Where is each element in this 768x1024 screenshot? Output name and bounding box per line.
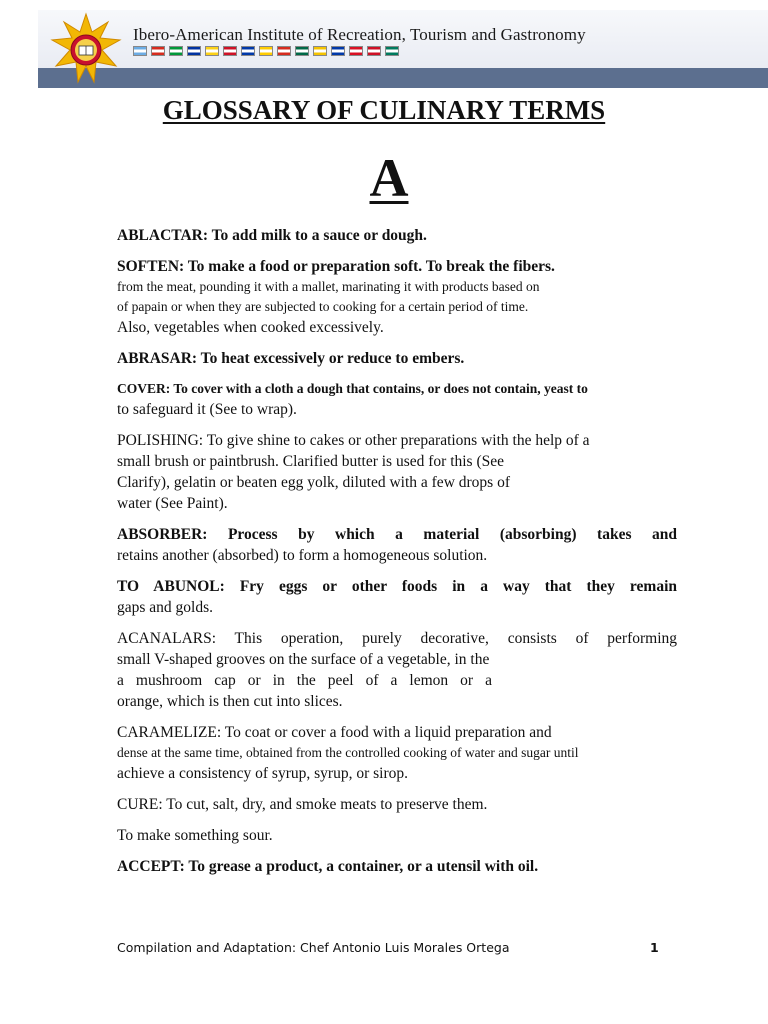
entry-line: ABSORBER: Process by which a material (absorbing) takes and (117, 526, 677, 543)
glossary-entry (117, 794, 677, 815)
institute-logo-icon (50, 12, 122, 88)
flag-icon (133, 46, 147, 56)
entry-line: water (See Paint). (117, 495, 228, 512)
entry-line: achieve a consistency of syrup, syrup, or sirop. (117, 765, 408, 782)
section-letter: A (369, 148, 409, 208)
entry-line: To make something sour. (117, 827, 273, 844)
entry-line: Clarify), gelatin or beaten egg yolk, diluted with a few drops of (117, 474, 510, 491)
entry-line: small brush or paintbrush. Clarified butter is used for this (See (117, 453, 505, 470)
entry-line: SOFTEN: To make a food or preparation soft. To break the fibers. (117, 258, 555, 275)
glossary-entry (117, 524, 677, 566)
flag-row (133, 46, 399, 56)
entry-line: ABRASAR: To heat excessively or reduce to embers. (117, 350, 465, 367)
header-accent-bar (38, 68, 768, 88)
entry-line: POLISHING: To give shine to cakes or other preparations with the help of a (117, 432, 590, 449)
entry-line: ABLACTAR: To add milk to a sauce or dough. (117, 227, 427, 244)
glossary-entry (117, 379, 677, 420)
flag-icon (205, 46, 219, 56)
entry-line: Also, vegetables when cooked excessively. (117, 319, 384, 336)
entry-line: retains another (absorbed) to form a homogeneous solution. (117, 547, 488, 564)
flag-icon (241, 46, 255, 56)
entry-line: ACCEPT: To grease a product, a container, or a utensil with oil. (117, 858, 539, 875)
page-number: 1 (650, 940, 659, 955)
entry-line: CURE: To cut, salt, dry, and smoke meats to preserve them. (117, 796, 488, 813)
institute-name: Ibero-American Institute of Recreation, Tourism and Gastronomy (133, 25, 586, 44)
entry-line: of papain or when they are subjected to cooking for a certain period of time. (117, 299, 529, 314)
page-title: GLOSSARY OF CULINARY TERMS (162, 95, 606, 125)
flag-icon (367, 46, 381, 56)
flag-icon (277, 46, 291, 56)
glossary-entry (117, 722, 677, 784)
entry-line: COVER: To cover with a cloth a dough that contains, or does not contain, yeast to (117, 381, 588, 396)
entry-line: small V-shaped grooves on the surface of a vegetable, in the (117, 651, 490, 668)
document-header (38, 10, 768, 88)
footer-credit: Compilation and Adaptation: Chef Antonio Luis Morales Ortega (117, 940, 510, 955)
flag-icon (259, 46, 273, 56)
glossary-entry (117, 856, 677, 877)
glossary-entries (117, 225, 677, 887)
glossary-entry (117, 225, 677, 246)
entry-line: gaps and golds. (117, 599, 214, 616)
flag-icon (223, 46, 237, 56)
flag-icon (385, 46, 399, 56)
flag-icon (187, 46, 201, 56)
glossary-entry (117, 576, 677, 618)
glossary-entry (117, 628, 677, 712)
entry-line: ACANALARS: This operation, purely decorative, consists of performing (117, 630, 677, 647)
glossary-entry (117, 256, 677, 338)
entry-line: CARAMELIZE: To coat or cover a food with a liquid preparation and (117, 724, 552, 741)
entry-line: orange, which is then cut into slices. (117, 693, 343, 710)
glossary-entry (117, 825, 677, 846)
flag-icon (313, 46, 327, 56)
glossary-entry (117, 348, 677, 369)
entry-line: to safeguard it (See to wrap). (117, 401, 297, 418)
entry-line: a mushroom cap or in the peel of a lemon or a (117, 672, 492, 689)
entry-line: from the meat, pounding it with a mallet, marinating it with products based on (117, 279, 540, 294)
entry-line: TO ABUNOL: Fry eggs or other foods in a way that they remain (117, 578, 677, 595)
flag-icon (295, 46, 309, 56)
flag-icon (151, 46, 165, 56)
glossary-entry (117, 430, 677, 514)
flag-icon (331, 46, 345, 56)
flag-icon (349, 46, 363, 56)
entry-line: dense at the same time, obtained from the controlled cooking of water and sugar until (117, 745, 579, 760)
flag-icon (169, 46, 183, 56)
